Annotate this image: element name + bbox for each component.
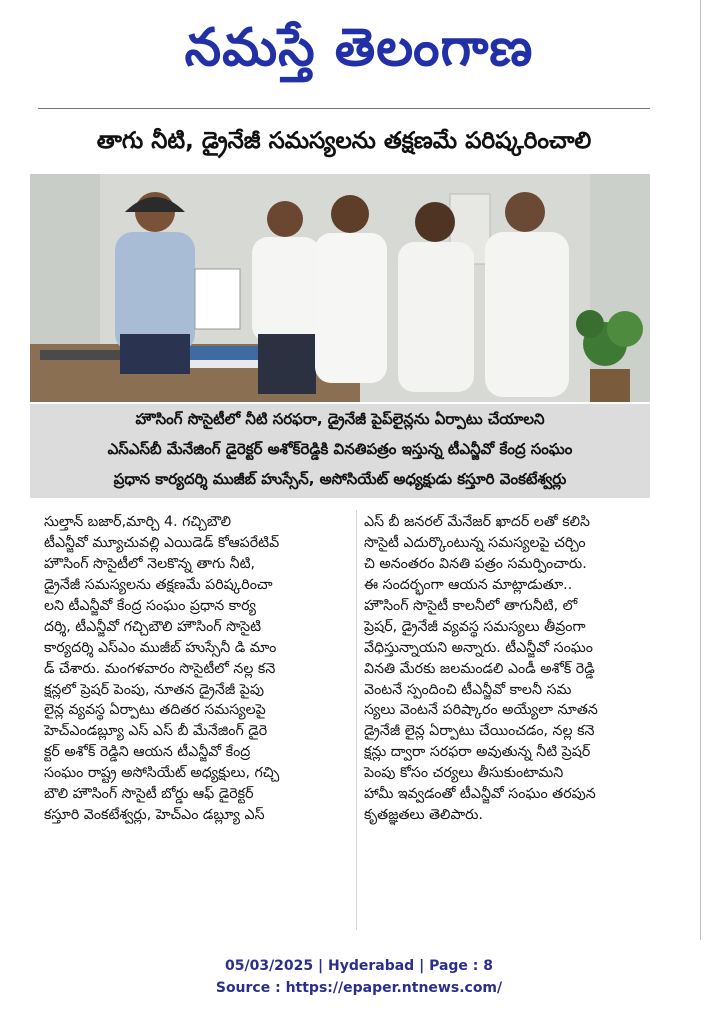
article-line: లైన్ల వ్యవస్థ ఏర్పాటు తదితర సమస్యలపై [44, 702, 266, 719]
article-line: చి అనంతరం వినతి పత్రం సమర్పించారు. [364, 555, 587, 572]
article-line: కస్తూరి వెంకటేశ్వర్లు, హెచ్ఎం డబ్ల్యూ ఎస్ [44, 807, 265, 824]
article-line: లని టీఎన్జీవో కేంద్ర సంఘం ప్రధాన కార్య [44, 597, 256, 614]
caption-line-3: ప్రధాన కార్యదర్శి ముజీబ్ హుస్సేన్, అసోసియేట్ అధ్యక్షుడు కస్తూరి వెంకటేశ్వర్లు [113, 470, 567, 488]
article-line: టీఎన్జీవో మ్యూచువల్లి ఎయిడెడ్ కోఆపరేటివ్ [44, 534, 280, 551]
article-line: ఈ సందర్భంగా ఆయన మాట్లాడుతూ.. [364, 576, 573, 593]
caption-line-1: హౌసింగ్ సొసైటీలో నీటి సరఫరా, డ్రైనేజీ పైప్‌లైన్లను ఏర్పాటు చేయాలని [135, 410, 545, 428]
column-divider [356, 510, 357, 930]
article-line: ఎస్ బీ జనరల్ మేనేజర్ ఖాదర్ లతో కలిసి [364, 514, 590, 530]
article-line: హామీ ఇవ్వడంతో టీఎన్జీవో సంఘం తరపున [364, 786, 596, 803]
article-line: పెంపు కోసం చర్యలు తీసుకుంటామని [364, 765, 564, 782]
newspaper-masthead-logo: నమస్తే తెలంగాణ [184, 18, 534, 78]
article-line: హెచ్ఎండబ్ల్యూ ఎస్ ఎస్ బీ మేనేజింగ్ డైరె [44, 723, 268, 740]
article-headline: తాగు నీటి, డ్రైనేజీ సమస్యలను తక్షణమే పరిష్కరించాలి [96, 128, 592, 154]
article-line: సంఘం రాష్ట్ర అసోసియేట్ అధ్యక్షులు, గచ్చి [44, 765, 280, 782]
article-line: డ్రైనేజీ లైన్ల ఏర్పాటు చేయించడం, నల్ల కనె [364, 723, 595, 740]
article-line: బౌలి హౌసింగ్ సొసైటీ బోర్డు ఆఫ్ డైరెక్టర్ [44, 786, 254, 803]
article-line: వెంటనే స్పందించి టీఎన్జీవో కాలనీ సమ [364, 681, 572, 698]
article-line: వేధిస్తున్నాయని అన్నారు. టీఎన్జీవో సంఘం [364, 639, 593, 656]
article-line: కార్యదర్శి ఎస్ఎం ముజీబ్ హుస్సేనీ డి మాం [44, 639, 277, 656]
article-line: డ్రైనేజీ సమస్యలను తక్షణమే పరిష్కరించా [44, 576, 273, 593]
photo-caption [30, 404, 650, 498]
article-line: హౌసింగ్ సొసైటీలో నెలకొన్న తాగు నీటి, [44, 555, 256, 572]
article-column-left [44, 512, 356, 826]
article-line: క్టర్ అశోక్ రెడ్డిని ఆయన టీఎన్జీవో కేంద్ర [44, 744, 251, 761]
caption-line-2: ఎస్ఎస్‌బీ మేనేజింగ్ డైరెక్టర్ అశోక్‌రెడ్డికి వినతిపత్రం ఇస్తున్న టీఎన్జీవో కేంద్ర సంఘం [107, 440, 573, 458]
article-photo [30, 174, 650, 402]
article-line: స్యలు వెంటనే పరిష్కారం అయ్యేలా నూతన [364, 702, 598, 719]
headline-divider [38, 108, 650, 109]
article-line: సొసైటీ ఎదుర్కొంటున్న సమస్యలపై చర్చిం [364, 534, 586, 551]
article-line: క్షన్లలో ప్రెషర్ పెంపు, నూతన డ్రైనేజీ పైపు [44, 681, 264, 698]
article-line: ప్రెషర్, డ్రైనేజీ వ్యవస్థ సమస్యలు తీవ్రంగా [364, 618, 586, 635]
article-line: కృతజ్ఞతలు తెలిపారు. [364, 807, 483, 824]
article-column-right [364, 512, 676, 826]
footer-date-line: 05/03/2025 | Hyderabad | Page : 8 [224, 958, 494, 974]
article-line: దర్శి, టీఎన్జీవో గచ్చిబౌలి హౌసింగ్ సొసైటి [44, 618, 262, 635]
article-line: వినతి మేరకు జలమండలి ఎండీ అశోక్ రెడ్డి [364, 660, 595, 677]
article-line: సుల్తాన్ బజార్,మార్చి 4. గచ్చిబౌలి [44, 514, 232, 530]
article-line: హౌసింగ్ సొసైటీ కాలనీలో తాగునీటి, లో [364, 597, 578, 614]
footer-source-line: Source : https://epaper.ntnews.com/ [215, 980, 503, 996]
article-line: క్షన్లు ద్వారా సరఫరా అవుతున్న నీటి ప్రెషర్ [364, 744, 591, 761]
article-line: డ్ చేశారు. మంగళవారం సొసైటీలో నల్ల కనె [44, 660, 276, 677]
photo-illustration [30, 174, 650, 402]
